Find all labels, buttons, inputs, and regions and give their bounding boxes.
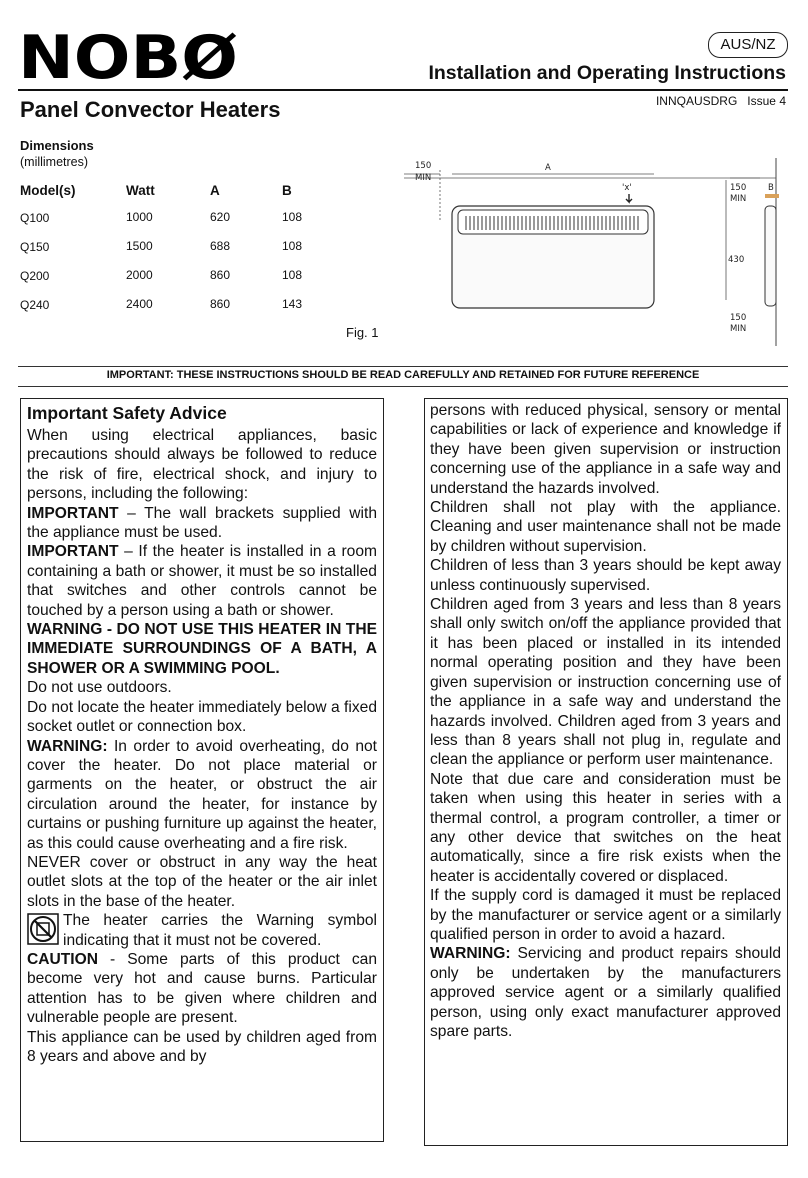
servicing-warning bbox=[430, 944, 781, 1041]
marker-arrow-icon bbox=[626, 194, 632, 202]
table-cell: 620 bbox=[210, 209, 231, 224]
table-cell: 2400 bbox=[126, 296, 153, 311]
table-row bbox=[20, 289, 322, 318]
caution bbox=[27, 950, 377, 1028]
region-badge: AUS/NZ bbox=[708, 32, 788, 58]
warning-bath-text: WARNING - DO NOT USE THIS HEATER IN THE IMMEDIATE SURROUNDINGS OF A BATH, A SHOWER OR A SWIMMING POOL. bbox=[27, 621, 377, 677]
important-notice: IMPORTANT: THESE INSTRUCTIONS SHOULD BE READ CAREFULLY AND RETAINED FOR FUTURE REFERENCE bbox=[106, 369, 700, 381]
svg-text:NOBØ: NOBØ bbox=[18, 28, 238, 88]
notice-rule-top bbox=[18, 366, 788, 367]
column-header: Model(s) bbox=[20, 182, 76, 198]
left-clearance-value: 150 bbox=[415, 161, 432, 171]
dimensions-table bbox=[20, 178, 322, 318]
dimensions-title: Dimensions bbox=[20, 138, 94, 153]
safety-heading: Important Safety Advice bbox=[27, 403, 227, 423]
caution-label: CAUTION bbox=[27, 950, 99, 968]
table-cell: 2000 bbox=[126, 267, 153, 282]
series-control-note: Note that due care and consideration must be taken when using this heater in series with a thermal control, a program controller, a timer or any other device that switches on the heat automatically, since a fire risk exists when the heater is accidentally covered or displaced. bbox=[430, 770, 781, 885]
table-cell: 860 bbox=[210, 267, 231, 282]
installation-diagram bbox=[400, 150, 790, 346]
warning-label: WARNING: bbox=[27, 737, 108, 755]
top-clearance-value: 150 bbox=[730, 183, 747, 193]
dimensions-units: (millimetres) bbox=[20, 155, 89, 169]
table-row bbox=[20, 202, 322, 231]
table-row bbox=[20, 231, 322, 260]
important-label: IMPORTANT bbox=[27, 543, 119, 561]
figure-label: Fig. 1 bbox=[346, 325, 379, 340]
age-three-to-eight: Children aged from 3 years and less than 8 years shall only switch on/off the appliance provided that it has been placed or installed in its intended normal operating position and they have been given supervision or instruction concerning use of the appliance in a safe way and understand the hazards involved. Children aged from 3 years and less than 8 years shall not plug in, regulate and clean the appliance or perform user maintenance. bbox=[430, 596, 781, 769]
width-a-label: A bbox=[545, 163, 551, 173]
table-cell: Q240 bbox=[20, 297, 50, 312]
height-value: 430 bbox=[728, 255, 745, 265]
document-title: Installation and Operating Instructions bbox=[428, 62, 786, 84]
top-clearance-min: MIN bbox=[730, 194, 747, 204]
important-text: – The wall brackets supplied with the appliance must be used. bbox=[27, 504, 377, 542]
table-cell: Q100 bbox=[20, 210, 50, 225]
table-cell: Q150 bbox=[20, 239, 50, 254]
important-text: – If the heater is installed in a room containing a bath or shower, it must be so installed that switches and other controls cannot be touched by a person using a bath or shower. bbox=[27, 543, 377, 619]
bottom-clearance-value: 150 bbox=[730, 313, 747, 323]
left-clearance-min: MIN bbox=[415, 173, 432, 183]
warning-symbol-note bbox=[27, 911, 377, 950]
supply-cord: If the supply cord is damaged it must be replaced by the manufacturer or service agent or a similarly qualified person in order to avoid a hazard. bbox=[430, 887, 781, 943]
column-header: Watt bbox=[126, 182, 155, 198]
do-not-cover-icon bbox=[27, 913, 59, 945]
table-cell: 688 bbox=[210, 238, 231, 253]
bottom-clearance-min: MIN bbox=[730, 324, 747, 334]
document-reference bbox=[656, 94, 786, 108]
column-header: B bbox=[282, 182, 292, 198]
warning-label: WARNING: bbox=[430, 945, 511, 963]
warning-cover bbox=[27, 737, 377, 853]
caution-text: - Some parts of this product can become very hot and cause burns. Particular attention has to be given where children and vulnerable people are present. bbox=[27, 950, 377, 1027]
marker-x-label: 'x' bbox=[622, 183, 632, 193]
no-play: Children shall not play with the appliance. Cleaning and user maintenance shall not be made by children without supervision. bbox=[430, 499, 781, 555]
product-title: Panel Convector Heaters bbox=[20, 97, 281, 122]
table-header-row bbox=[20, 178, 322, 202]
safety-column-right bbox=[424, 398, 788, 1146]
safety-intro: When using electrical appliances, basic precautions should always be followed to reduce the risk of fire, electrical shock, and injury to persons, including the following: bbox=[27, 427, 377, 503]
nobo-logo bbox=[18, 28, 240, 88]
table-cell: Q200 bbox=[20, 268, 50, 283]
table-cell: 1000 bbox=[126, 209, 153, 224]
symbol-text: The heater carries the Warning symbol indicating that it must not be covered. bbox=[63, 912, 377, 949]
important-brackets bbox=[27, 504, 377, 543]
table-cell: 143 bbox=[282, 296, 303, 311]
children-usage-continued: persons with reduced physical, sensory or mental capabilities or lack of experience and knowledge if they have been given supervision or instruction concerning use of the appliance in a safe way and understand the hazards involved. bbox=[430, 402, 781, 497]
table-cell: 1500 bbox=[126, 238, 153, 253]
warning-text: In order to avoid overheating, do not cover the heater. Do not place material or garments on the heater, or obstruct the air circulation around the heater, for instance by curtains or pushing furniture up against the heater, as this could cause overheating and a fire risk. bbox=[27, 737, 377, 852]
safety-column-left bbox=[20, 398, 384, 1142]
column-header: A bbox=[210, 182, 220, 198]
table-cell: 108 bbox=[282, 238, 303, 253]
document-code: INNQAUSDRG bbox=[655, 94, 738, 108]
never-cover: NEVER cover or obstruct in any way the heat outlet slots at the top of the heater or the air inlet slots in the base of the heater. bbox=[27, 853, 377, 910]
table-cell: 108 bbox=[282, 209, 303, 224]
notice-rule-bottom bbox=[18, 386, 788, 387]
under-three: Children of less than 3 years should be kept away unless continuously supervised. bbox=[430, 557, 781, 594]
outdoors-warning: Do not use outdoors. bbox=[27, 679, 172, 697]
important-bathroom bbox=[27, 542, 377, 620]
table-cell: 860 bbox=[210, 296, 231, 311]
warning-text: Servicing and product repairs should only be undertaken by the manufacturers approved service agent or a similarly qualified person, using only exact manufacturer approved spare parts. bbox=[430, 945, 781, 1040]
important-label: IMPORTANT bbox=[27, 504, 119, 522]
issue-number: Issue 4 bbox=[747, 94, 786, 108]
depth-b-label: B bbox=[768, 183, 774, 193]
children-usage-start: This appliance can be used by children aged from 8 years and above and by bbox=[27, 1028, 377, 1065]
wall-bracket bbox=[765, 194, 779, 198]
header-rule bbox=[18, 89, 788, 91]
table-cell: 108 bbox=[282, 267, 303, 282]
warning-bath bbox=[27, 620, 377, 678]
socket-warning: Do not locate the heater immediately below a fixed socket outlet or connection box. bbox=[27, 698, 377, 736]
heater-side-profile bbox=[765, 206, 776, 306]
table-row bbox=[20, 260, 322, 289]
